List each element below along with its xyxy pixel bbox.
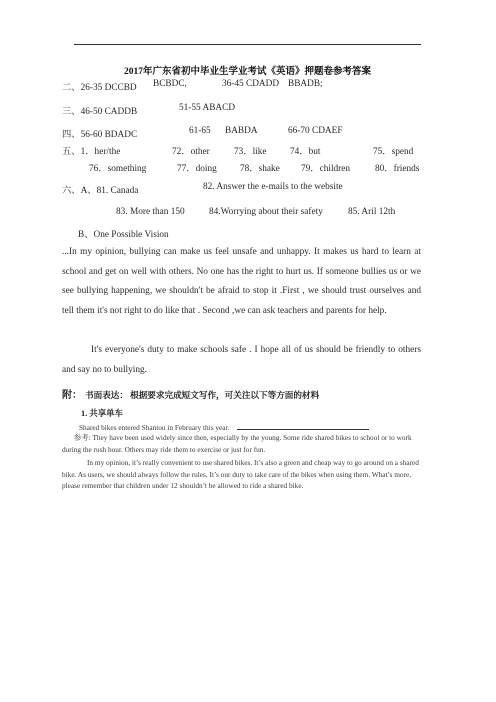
answer-item: 80．friends [375, 164, 420, 174]
answer-item: 73．like [234, 147, 267, 157]
answer-row-8 [62, 207, 421, 221]
answer-label: 六、A、81. Canada [62, 186, 139, 196]
answer-item: 78．shake [240, 164, 280, 174]
answer-group: 66-70 CDAEF [288, 126, 343, 136]
answer-label: 三、46-50 CADDB [62, 107, 138, 117]
answer-label: 四、56-60 BDADC [62, 130, 138, 140]
answer-group: 36-45 CDADD [222, 79, 280, 89]
answer-group: BABDA [225, 126, 258, 136]
header-rule [74, 44, 421, 45]
essay-paragraph: It's everyone's duty to make schools safe . I hope all of us should be friendly to others and say no to bullying. [62, 345, 421, 375]
answer-row-6 [62, 160, 421, 174]
answer-row-4 [62, 126, 421, 140]
appendix-instruction: 书面表达： 根据要求完成短文写作，可关注以下等方面的材料 [85, 390, 320, 400]
answer-item: 75．spend [373, 147, 414, 157]
answer-item: 76．something [89, 164, 147, 174]
answer-item: 82. Answer the e-mails to the website [203, 182, 343, 192]
essay-paragraph: ...In my opinion, bullying can make us feel unsafe and unhappy. It makes us hard to learn at school and get on well with others. No one has the right to hurt us. If someone bullies us or we see bullying happening, we shouldn't be afraid to stop it .First , we should trust ourselves and tell them it's not right to do like that . Second ,we can ask teachers and parents for help. [62, 247, 421, 316]
answer-label: 二、26-35 DCCBD [62, 83, 137, 93]
answer-row-5 [62, 143, 421, 157]
answer-item: 84.Worrying about their safety [209, 207, 323, 217]
answer-group: 51-55 ABACD [179, 103, 236, 113]
answer-item: 74．but [290, 147, 321, 157]
answer-item: 79．children [301, 164, 351, 174]
answer-group: BCBDC, [153, 79, 187, 89]
answer-item: 五、1．her/the [62, 147, 121, 157]
page-title: 2017年广东省初中毕业生学业考试《英语》押题卷参考答案 [123, 67, 371, 77]
reference-text: 参考: They have been used widely since then, especially by the young. Some ride shared bikes to school or to work during the rush hour. Others may ride them to exercise or just for fun. [62, 433, 412, 454]
answer-item: 83. More than 150 [116, 207, 185, 217]
answer-item: 77．doing [177, 164, 217, 174]
appendix-heading [62, 386, 319, 401]
appendix-label: 附： [62, 390, 82, 401]
task-title: 1. 共享单车 [81, 409, 123, 418]
answer-row-7 [62, 182, 421, 196]
answer-item: 85. Aril 12th [348, 207, 396, 217]
task-prompt: Shared bikes entered Shantou in February this year. [79, 423, 230, 432]
answer-blank [237, 421, 369, 430]
answer-item: 72．other [172, 147, 210, 157]
answer-group: 61-65 [189, 126, 211, 136]
answer-row-2 [62, 79, 421, 93]
answer-row-3 [62, 103, 421, 117]
answer-group: BBADB; [288, 79, 323, 89]
section-b-heading: B、One Possible Vision [78, 230, 169, 240]
sample-text: In my opinion, it’s really convenient to use shared bikes. It’s also a green and cheap way to go around on a shared bike. As users, we should always follow the rules. It’s our duty to take care of the bikes when using them. What’s more, please remember that children under 12 shouldn’t be allowed to ride a shared bike. [62, 458, 419, 491]
